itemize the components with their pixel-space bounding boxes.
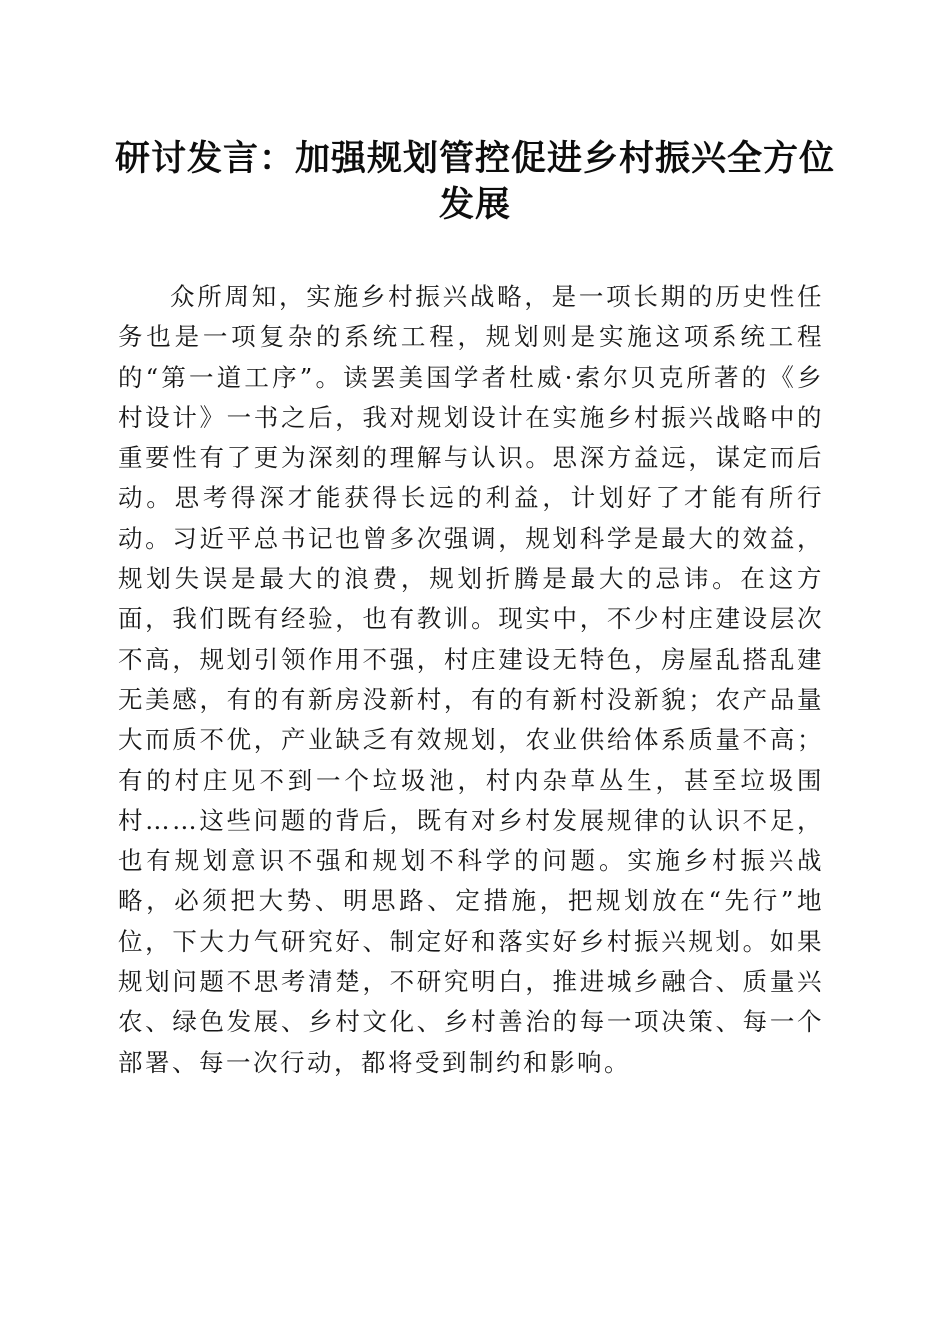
body-paragraph: 众所周知，实施乡村振兴战略，是一项长期的历史性任务也是一项复杂的系统工程，规划则是实施这项系统工程的“第一道工序”。读罢美国学者杜威·索尔贝克所著的《乡村设计》一书之后，我对规划设计在实施乡村振兴战略中的重要性有了更为深刻的理解与认识。思深方益远，谋定而后动。思考得深才能获得长远的利益，计划好了才能有所行动。习近平总书记也曾多次强调，规划科学是最大的效益，规划失误是最大的浪费，规划折腾是最大的忌讳。在这方面，我们既有经验，也有教训。现实中，不少村庄建设层次不高，规划引领作用不强，村庄建设无特色，房屋乱搭乱建无美感，有的有新房没新村，有的有新村没新貌；农产品量大而质不优，产业缺乏有效规划，农业供给体系质量不高；有的村庄见不到一个垃圾池，村内杂草丛生，甚至垃圾围村……这些问题的背后，既有对乡村发展规律的认识不足，也有规划意识不强和规划不科学的问题。实施乡村振兴战略，必须把大势、明思路、定措施，把规划放在“先行”地位，下大力气研究好、制定好和落实好乡村振兴规划。如果规划问题不思考清楚，不研究明白，推进城乡融合、质量兴农、绿色发展、乡村文化、乡村善治的每一项决策、每一个部署、每一次行动，都将受到制约和影响。	[118, 282, 824, 1077]
document-title: 研讨发言：加强规划管控促进乡村振兴全方位发展	[114, 138, 835, 225]
